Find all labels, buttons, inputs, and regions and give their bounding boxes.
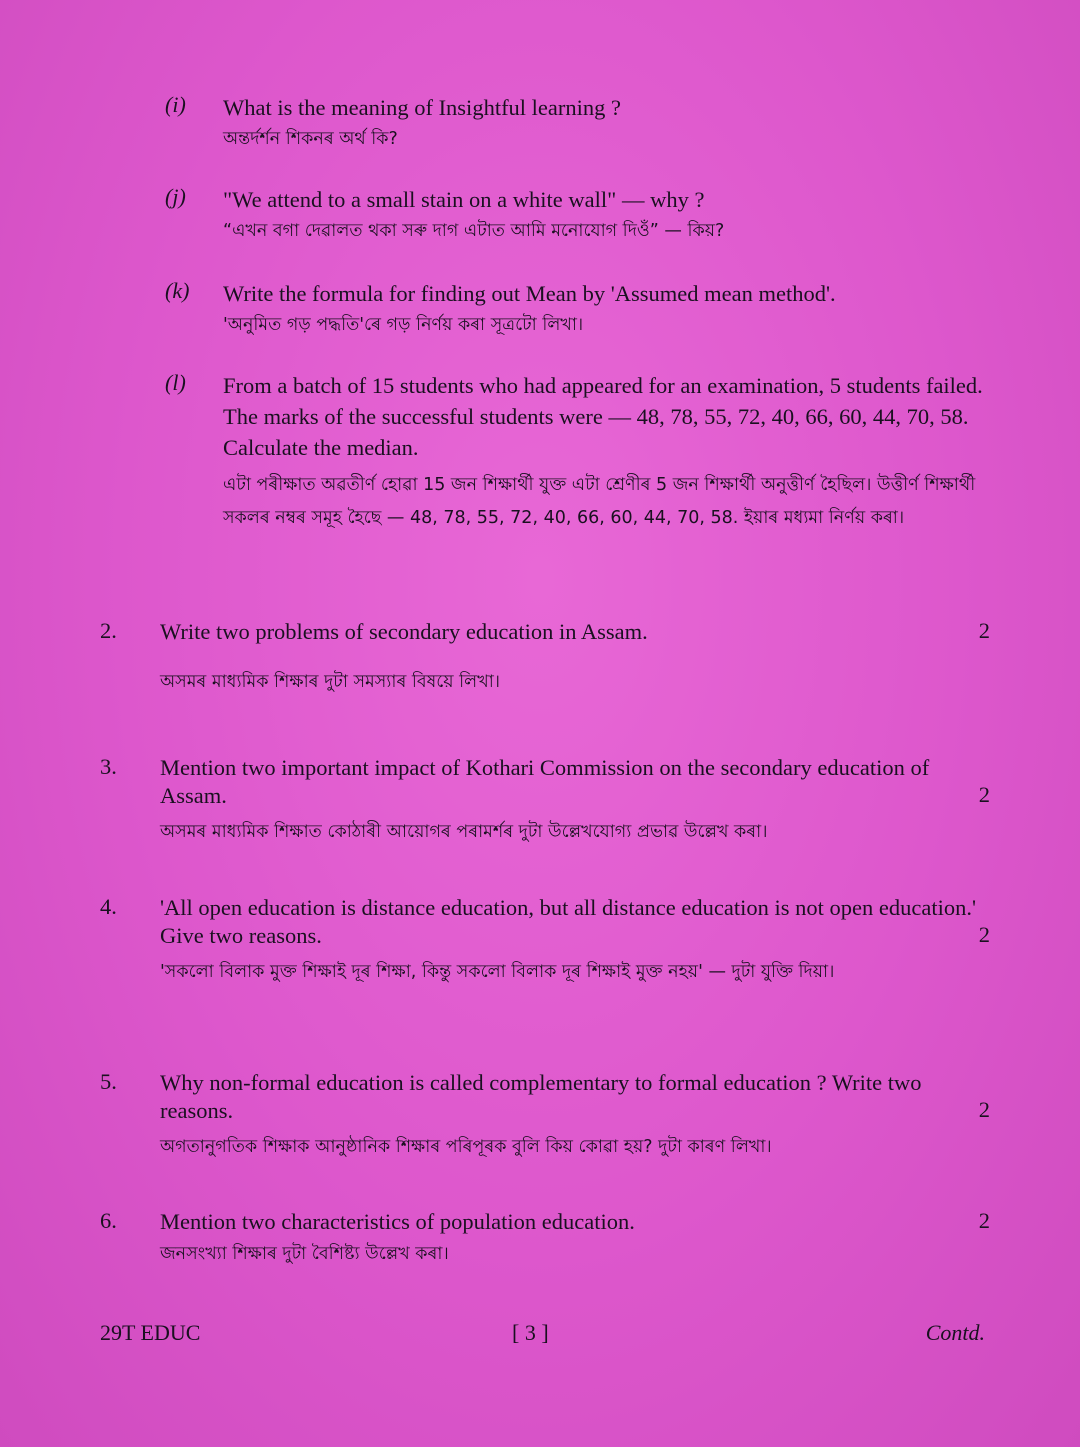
question-number: 4. <box>100 894 117 919</box>
subquestion-label: (l) <box>165 370 186 395</box>
subquestion-text-bn: “এখন বগা দেৱালত থকা সৰু দাগ এটাত আমি মনোযোগ দিওঁ” — কিয়? <box>223 221 725 241</box>
page-number: [ 3 ] <box>512 1320 549 1345</box>
question-text-en: Mention two important impact of Kothari Commission on the secondary education of Assam. <box>160 755 930 808</box>
paper-code: 29T EDUC <box>100 1320 201 1345</box>
subquestion-k <box>165 278 995 342</box>
question-text-bn: 'সকলো বিলাক মুক্ত শিক্ষাই দূৰ শিক্ষা, কিন্তু সকলো বিলাক দূৰ শিক্ষাই মুক্ত নহয়' — দুটা যুক্তি দিয়া। <box>160 962 835 982</box>
subquestion-label: (k) <box>165 278 190 303</box>
question-3 <box>100 754 990 849</box>
subquestion-text-en: Write the formula for finding out Mean by 'Assumed mean method'. <box>223 281 836 306</box>
continued-label: Contd. <box>925 1320 985 1345</box>
question-marks: 2 <box>978 618 990 643</box>
question-marks: 2 <box>978 922 990 947</box>
question-6 <box>100 1208 990 1271</box>
question-text-en: 'All open education is distance education, but all distance education is not open education.' Give two reasons. <box>160 895 976 948</box>
subquestion-text-en: From a batch of 15 students who had appeared for an examination, 5 students failed. The marks of the successful students were — 48, 78, 55, 72, 40, 66, 60, 44, 70, 58. Calculate the median. <box>223 373 983 460</box>
question-text-bn: অগতানুগতিক শিক্ষাক আনুষ্ঠানিক শিক্ষাৰ পৰিপূৰক বুলি কিয় কোৱা হয়? দুটা কাৰণ লিখা। <box>160 1137 772 1157</box>
question-number: 6. <box>100 1208 117 1233</box>
question-text-en: Mention two characteristics of population education. <box>160 1209 635 1234</box>
question-text-bn: অসমৰ মাধ্যমিক শিক্ষাত কোঠাৰী আয়োগৰ পৰামৰ্শৰ দুটা উল্লেখযোগ্য প্ৰভাৱ উল্লেখ কৰা। <box>160 822 768 842</box>
question-marks: 2 <box>978 1208 990 1233</box>
question-marks: 2 <box>978 782 990 807</box>
question-number: 2. <box>100 618 117 643</box>
subquestion-text-bn: অন্তর্দৰ্শন শিকনৰ অৰ্থ কি? <box>223 129 398 149</box>
subquestion-text-bn: 'অনুমিত গড় পদ্ধতি'ৰে গড় নিৰ্ণয় কৰা সূত্ৰটো লিখা। <box>223 315 584 335</box>
question-text-bn: জনসংখ্যা শিক্ষাৰ দুটা বৈশিষ্ট্য উল্লেখ কৰা। <box>160 1244 449 1264</box>
subquestion-j <box>165 184 995 248</box>
question-text-bn: অসমৰ মাধ্যমিক শিক্ষাৰ দুটা সমস্যাৰ বিষয়ে লিখা। <box>160 672 501 692</box>
subquestion-text-bn: এটা পৰীক্ষাত অৱতীৰ্ণ হোৱা 15 জন শিক্ষাৰ্থী যুক্ত এটা শ্ৰেণীৰ 5 জন শিক্ষাৰ্থী অনুত্তীৰ্ণ হৈছিল। উত্তীৰ্ণ শিক্ষাৰ্থী সকলৰ নম্বৰ সমূহ হৈছে — 48, 78, 55, 72, 40, 66, 60, 44, 70, 58. ইয়াৰ মধ্যমা নিৰ্ণয় কৰা। <box>223 475 976 528</box>
question-text-en: Write two problems of secondary education in Assam. <box>160 619 648 644</box>
subquestion-l <box>165 370 995 535</box>
subquestion-i <box>165 92 995 156</box>
subquestion-text-en: What is the meaning of Insightful learning ? <box>223 95 622 120</box>
question-2 <box>100 618 990 699</box>
subquestion-label: (j) <box>165 184 186 209</box>
subquestion-text-en: "We attend to a small stain on a white wall" — why ? <box>223 187 705 212</box>
question-5 <box>100 1069 990 1164</box>
question-text-en: Why non-formal education is called complementary to formal education ? Write two reasons. <box>160 1070 922 1123</box>
question-number: 5. <box>100 1069 117 1094</box>
question-marks: 2 <box>978 1097 990 1122</box>
subquestion-label: (i) <box>165 92 186 117</box>
question-4 <box>100 894 990 989</box>
page-footer <box>100 1320 985 1352</box>
question-number: 3. <box>100 754 117 779</box>
